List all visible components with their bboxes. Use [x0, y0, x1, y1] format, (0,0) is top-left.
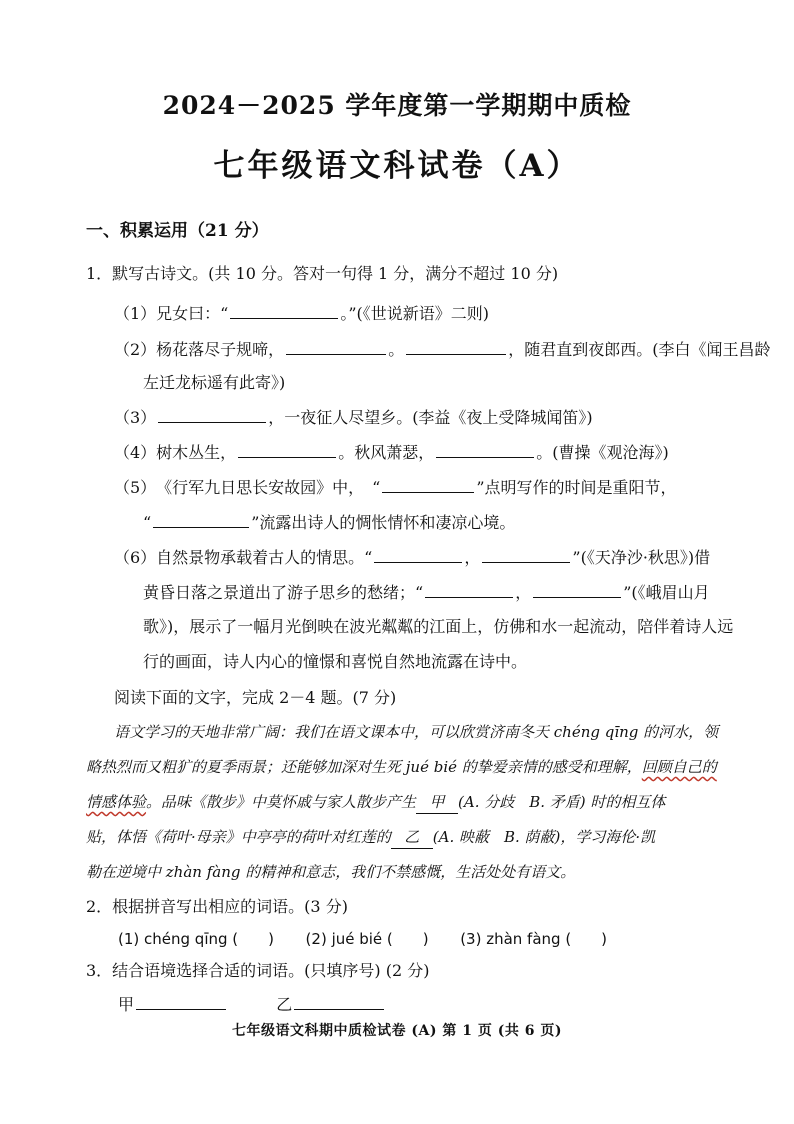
answer-blank[interactable]: [382, 476, 474, 493]
exam-subtitle: 七年级语文科试卷（A）: [213, 148, 581, 184]
q3-stem: 3．结合语境选择合适的词语。(只填序号) (2 分): [86, 961, 430, 980]
answer-blank[interactable]: [286, 338, 386, 355]
answer-blank[interactable]: [533, 581, 621, 598]
q1-item-3: [114, 406, 593, 429]
answer-blank[interactable]: [238, 441, 336, 458]
q1-item-4-text-a: （4）树木丛生，: [114, 443, 237, 462]
q1-item-5-text-d: ”流露出诗人的惆怅情怀和凄凉心境。: [251, 513, 516, 532]
reading-passage-line-4: [86, 826, 655, 849]
blank-marker-yi: 乙: [391, 826, 433, 849]
q1-item-4: [114, 441, 669, 464]
reading-text: (A. 映蔽 B. 荫蔽)，学习海伦·凯: [432, 828, 656, 846]
q1-item-3-text-b: ，一夜征人尽望乡。(李益《夜上受降城闻笛》): [268, 408, 593, 427]
q2-stem: 2．根据拼音写出相应的词语。(3 分): [86, 897, 348, 916]
q2-item-2[interactable]: (2) jué bié ( ): [305, 930, 429, 948]
answer-blank[interactable]: [406, 338, 506, 355]
q1-item-6-cont-1: [143, 581, 710, 604]
q1-item-6-text-c: ”(《天净沙·秋思》)借: [572, 548, 711, 567]
q1-item-6-text-d: 黄昏日落之景道出了游子思乡的愁绪；“: [143, 583, 424, 602]
q2-item-1[interactable]: (1) chéng qīng ( ): [118, 930, 274, 948]
q1-item-6: [114, 546, 710, 569]
q1-item-4-text-c: 。(曹操《观沧海》): [536, 443, 669, 462]
page-footer: 七年级语文科期中质检试卷 (A) 第 1 页 (共 6 页): [232, 1023, 562, 1039]
q1-item-2-text-c: ，随君直到夜郎西。(李白《闻王昌龄: [508, 340, 771, 359]
q1-item-6-text-a: （6）自然景物承载着古人的情思。“: [114, 548, 373, 567]
q1-item-1: [114, 302, 489, 325]
q3-label-jia: 甲: [118, 995, 135, 1014]
section-heading: 一、积累运用（21 分）: [86, 221, 269, 241]
reading-underlined-text: 回顾自己的: [641, 758, 717, 776]
q1-item-2-text-b: 。: [388, 340, 405, 359]
q1-item-5-text-a: （5） 《行军九日思长安故园》中， “: [114, 478, 381, 497]
reading-underlined-text: 情感体验: [86, 793, 147, 811]
answer-blank[interactable]: [425, 581, 513, 598]
q3-label-yi: 乙: [276, 995, 293, 1014]
blank-marker-jia: 甲: [416, 791, 458, 814]
reading-intro: 阅读下面的文字，完成 2－4 题。(7 分): [114, 688, 397, 707]
answer-blank[interactable]: [230, 302, 338, 319]
q1-item-5-text-b: ”点明写作的时间是重阳节，: [476, 478, 677, 497]
answer-blank[interactable]: [374, 546, 462, 563]
q1-item-2: [114, 338, 770, 361]
reading-passage-line-5: 勒在逆境中 zhàn fàng 的精神和意志，我们不禁感慨，生活处处有语文。: [86, 863, 576, 881]
answer-blank[interactable]: [294, 993, 384, 1010]
q1-item-6-text-e: ，: [515, 583, 532, 602]
reading-passage-line-2: [86, 756, 717, 778]
q1-item-6-text-b: ，: [464, 548, 481, 567]
q1-item-5-text-c: “: [143, 513, 152, 532]
reading-text: (A. 分歧 B. 矛盾) 时的相互体: [458, 793, 666, 811]
answer-blank[interactable]: [436, 441, 534, 458]
q2-items: [118, 928, 607, 950]
q1-item-2-cont: 左迁龙标遥有此寄》): [143, 373, 286, 392]
reading-text: 略热烈而又粗犷的夏季雨景；还能够加深对生死 jué bié 的挚爱亲情的感受和理解，: [86, 758, 642, 776]
q1-item-2-text-a: （2）杨花落尽子规啼，: [114, 340, 285, 359]
q1-stem: 1．默写古诗文。(共 10 分。答对一句得 1 分，满分不超过 10 分): [86, 264, 559, 283]
q1-item-6-cont-3: 行的画面，诗人内心的憧憬和喜悦自然地流露在诗中。: [143, 652, 528, 671]
reading-passage-line-3: [86, 791, 665, 814]
q1-item-1-text-a: （1）兄女曰：“: [114, 304, 229, 323]
exam-title: 2024－2025 学年度第一学期期中质检: [162, 91, 632, 120]
reading-passage-line-1: 语文学习的天地非常广阔：我们在语文课本中，可以欣赏济南冬天 chéng qīng 的河水，领: [114, 723, 719, 741]
q1-item-4-text-b: 。秋风萧瑟，: [338, 443, 435, 462]
reading-text: 贴，体悟《荷叶·母亲》中亭亭的荷叶对红莲的: [86, 828, 391, 846]
q3-answers: [118, 993, 386, 1016]
q1-item-3-text-a: （3）: [114, 408, 157, 427]
q1-item-6-cont-2: 歌》)，展示了一幅月光倒映在波光粼粼的江面上，仿佛和水一起流动，陪伴着诗人远: [143, 617, 734, 636]
answer-blank[interactable]: [153, 511, 249, 528]
answer-blank[interactable]: [136, 993, 226, 1010]
answer-blank[interactable]: [482, 546, 570, 563]
q1-item-5-cont: [143, 511, 515, 534]
q1-item-5: [114, 476, 677, 499]
q1-item-1-text-b: 。”(《世说新语》二则): [340, 304, 490, 323]
answer-blank[interactable]: [158, 406, 266, 423]
q2-item-3[interactable]: (3) zhàn fàng ( ): [460, 930, 608, 948]
q1-item-6-text-f: ”(《峨眉山月: [623, 583, 710, 602]
reading-text: 。品味《散步》中莫怀戚与家人散步产生: [146, 793, 417, 811]
